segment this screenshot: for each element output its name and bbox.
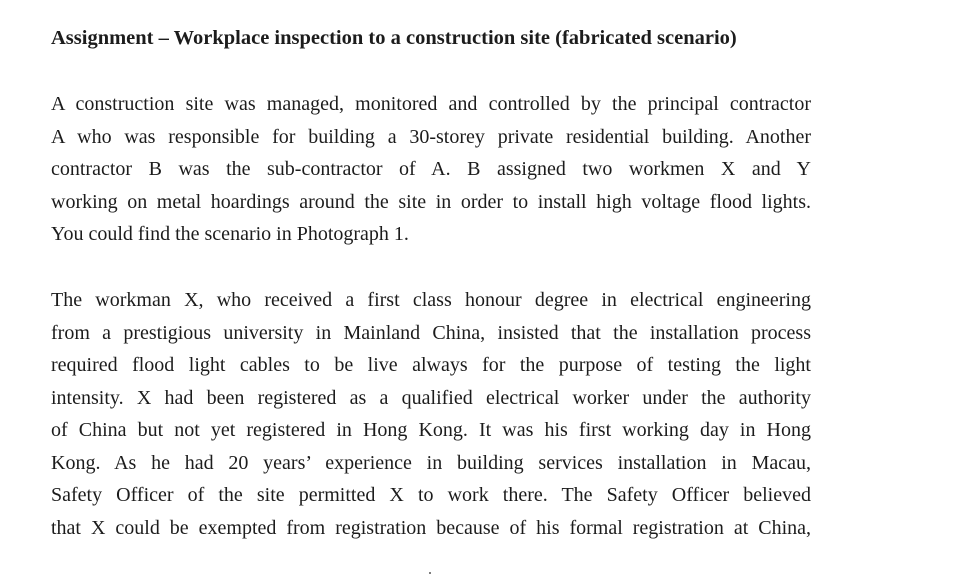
text-line: You could find the scenario in Photograph 1. [51, 223, 409, 245]
paragraph-workman-x [51, 284, 811, 544]
assignment-title: Assignment – Workplace inspection to a construction site (fabricated scenario) [51, 27, 737, 49]
text-line: that X could be exempted from registration because of his formal registration at China, [51, 516, 811, 539]
text-line: intensity. X had been registered as a qualified electrical worker under the authority [51, 386, 811, 409]
text-line: The workman X, who received a first class honour degree in electrical engineering [51, 289, 811, 311]
text-line: required flood light cables to be live always for the purpose of testing the light [51, 354, 811, 376]
text-line: A who was responsible for building a 30-storey private residential building. Another [51, 125, 811, 148]
text-line: contractor B was the sub-contractor of A. B assigned two workmen X and Y [51, 158, 811, 180]
text-line: working on metal hoardings around the site in order to install high voltage flood lights. [51, 190, 811, 213]
text-line: A construction site was managed, monitored and controlled by the principal contractor [51, 93, 811, 115]
text-line: Kong. As he had 20 years’ experience in building services installation in Macau, [51, 451, 811, 474]
scan-speck [429, 572, 431, 574]
paragraph-scenario-intro [51, 88, 811, 251]
text-line: from a prestigious university in Mainland China, insisted that the installation process [51, 321, 811, 344]
text-line: of China but not yet registered in Hong Kong. It was his first working day in Hong [51, 419, 811, 441]
text-line: Safety Officer of the site permitted X to work there. The Safety Officer believed [51, 484, 811, 506]
